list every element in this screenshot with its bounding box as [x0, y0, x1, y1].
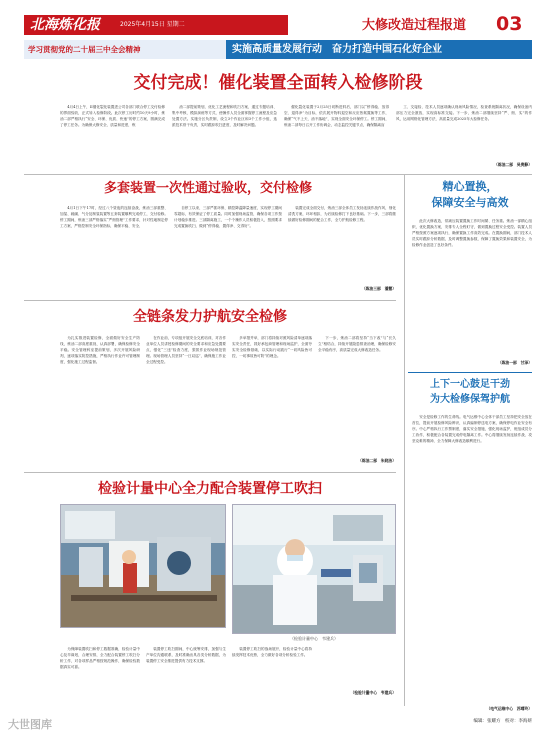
article2-title: 多套装置一次性通过验收，交付检修	[103, 181, 312, 196]
article2-col3: 装置完成全面交付，炼油三部全体员工发扬连续作战作风，细化清洗方案，环环相扣，为后续检修打下良好基础。下一步，三部将继续做好检修期间的配合工作，全力护航检修工程。	[288, 206, 396, 222]
lab-photo-right	[232, 504, 396, 634]
article3-byline: （炼油二部 朱晓洁）	[358, 458, 396, 463]
banner-right: 实施高质量发展行动 奋力打造中国石化好企业	[226, 40, 532, 59]
lab-photo-left	[60, 504, 226, 628]
article1-col2: 油二部提前策划，优化工艺流程和吹扫方案，通过专题培训、集中考核、模拟演练等方式，使操作人员全面掌握停工流程及应急处置方法。实施分区负责制，设立3个作业区和3个工作小组，选派技术骨干负责，实时跟踪吹扫进度，及时解决问题。	[172, 105, 277, 127]
article2-col2: 自停工以来，三部严抓环保、精控降温降量速度，实现停工期间零超标，有效保证了停工质量。同时加强现场监管，确保各项工作按计划稳步推进。三部隔离施工，一个个操作人员积极投入，按照要求完成置换吹扫，做到“停得稳、置得净、交得好”。	[174, 206, 282, 228]
article3-col4: 下一步，炼油二部将坚持“当下改”与“长久立”相结合，持续开展隐患排查治理，确保检修安全平稳有序，高质量完成大修改造任务。	[318, 336, 396, 352]
side-divider	[404, 174, 405, 706]
watermark: 大世图库	[8, 718, 52, 731]
side1-title-line2: 保障安全与高效	[431, 196, 509, 209]
article3-title: 全链条发力护航安全检修	[133, 309, 287, 325]
side2-title-line2: 为大检修保驾护航	[430, 394, 510, 405]
article4-col3: 装置停工吹扫的战场展开，检验计量中心将持续发挥技术优势，全力做好各项分析检验工作。	[232, 647, 312, 657]
side2-title-line1: 上下一心鼓足干劲	[430, 379, 510, 390]
banner-left: 学习贯彻党的二十届三中全会精神	[28, 45, 141, 54]
page-number: 03	[496, 13, 523, 35]
issue-date: 2025年4月15日 星期二	[120, 21, 185, 28]
article1-col1: 4月4日上午，II催化裂化装置进公司各部门联合停工交付检修的界面验收，正式转入检修阶段。此次停工历时约10天9小时，炼油二部严格执行“安全、环保、优质、快速”的停工方案，圆满完成了停工任务。为确保大修安全、质量和进度，炼	[60, 105, 165, 127]
article1-byline: （炼油二部 吴贵静）	[494, 162, 532, 167]
section-title: 大修改造过程报道	[362, 18, 467, 33]
article1-title: 交付完成！催化装置全面转入检修阶段	[133, 73, 423, 93]
side1-body: 此次大修改造，常减压装置置换工作时间紧、任务重。炼油一部精心组织，优化置换方案，安排专人全程盯守，做到置换过程安全受控。装置人员严格按照方案逐项执行，确保置换工作高效完成。在置换期间，部门技术人员实时跟踪分析数据，及时调整置换参数，保障了置换效果和装置安全，为检修作业创造了良好条件。	[412, 219, 532, 247]
article2-byline: （炼油三部 潘慧）	[361, 286, 396, 291]
side1-byline: （炼油一部 甘泽）	[497, 360, 532, 365]
masthead-logo: 北海炼化报	[30, 17, 100, 33]
article4-byline: （检验计量中心 韦建兵）	[350, 690, 396, 695]
article4-col1: 为保障装置吹扫和停工数据准确，检验计量中心及早谋划，合理安排，全力配合装置停工吹扫分析工作，对各项样品严格按规范操作，确保检验数据真实可靠。	[60, 647, 140, 669]
side2-byline: （电气运维中心 苏晴玲）	[486, 706, 532, 711]
editor-credit: 编辑：张耀方 校对：李海妍	[473, 719, 532, 724]
photo-caption: （检验计量中心 韦建兵）	[290, 636, 338, 641]
divider	[24, 174, 532, 175]
article2-col1: 4月1日下午17时，经过八个昼夜的连续奋战，炼油三部重整、加氢、硫磺、气分及制氢装置等五套装置顺利完成停工，交付检修。停工期间，炼油三部严格落实“严细管理”工作要求，针对性地制定停工方案，严格控制安全环保指标，确保平稳、安全、	[60, 206, 168, 228]
article4-col2: 装置停工吹扫期间，中心统筹安排，加强与生产单位沟通联系，及时准确出具各类分析数据，为装置停工安全推进提供有力技术支撑。	[146, 647, 226, 663]
article3-col1: 为扎实推进装置检修，全面做好安全生产防线，炼油二部高度重视、认真部署，确保检修安全平稳。安全管理科室提前策划，多次开展风险研判，逐项落实防控措施，严格执行作业许可管理制度，强化施工过程监督。	[60, 336, 140, 364]
side1-title-line1: 精心置换，	[442, 180, 498, 193]
side2-header	[408, 372, 532, 373]
article3-col2: 在作业前，专项组开展安全交底培训，对各作业单位人员讲授检修期间的安全要求和应急处置要点，强化“三违”检查力度，狠抓作业现场规范管理。现场管理人员坚持“一日双巡”，确保施工作业全过程受控。	[146, 336, 226, 364]
lab-photo-right-image	[233, 505, 396, 634]
side2-body: 安全是检修工作的生命线。电气运维中心全体干部员工坚持把安全放在首位，提前开展检修风险辨识，认真编制停送电方案，确保停电作业安全有序。中心严格执行工作票制度，落实安全措施，强化现场监护，班组成员分工协作，积极配合各装置完成停电隔离工作。中心将继续发扬连续作战、攻坚克难的精神，全力保障大修改造顺利进行。	[412, 415, 532, 443]
article1-col4: 工、交接检、技术人员逐项确认现场风险情况，检查系统隔离状况，确保设备内部压力完全泄放，实现高标准交接。下一步，炼油二部继续坚持“严、细、实”的作风，运用网格化管理方法，高质量完成2025年大检修任务。	[396, 105, 532, 121]
divider	[24, 300, 396, 301]
article4-title: 检验计量中心全力配合装置停工吹扫	[98, 481, 322, 497]
article1-col3: 催化裂化装置于2月25日切断进料后，部门以“停得稳、放得空、退得净”为目标，依次展开物料退空和反应热氮置换等工作，确保“气不上天、油不落地”，实现全面安全环保停工。停工期间，炼油二部每日召开工作协调会，动态监控关键节点，确保隔离盲	[284, 105, 389, 127]
divider	[24, 472, 396, 473]
article3-col3: 多举措并举，部门将持续对照风险清单逐项落实安全责任，抓好承包商管理和现场监护，全面夯实安全检修基础，以实际行动践行“一切风险皆可控，一切事故皆可防”的理念。	[232, 336, 312, 358]
lab-photo-left-image	[61, 505, 226, 628]
